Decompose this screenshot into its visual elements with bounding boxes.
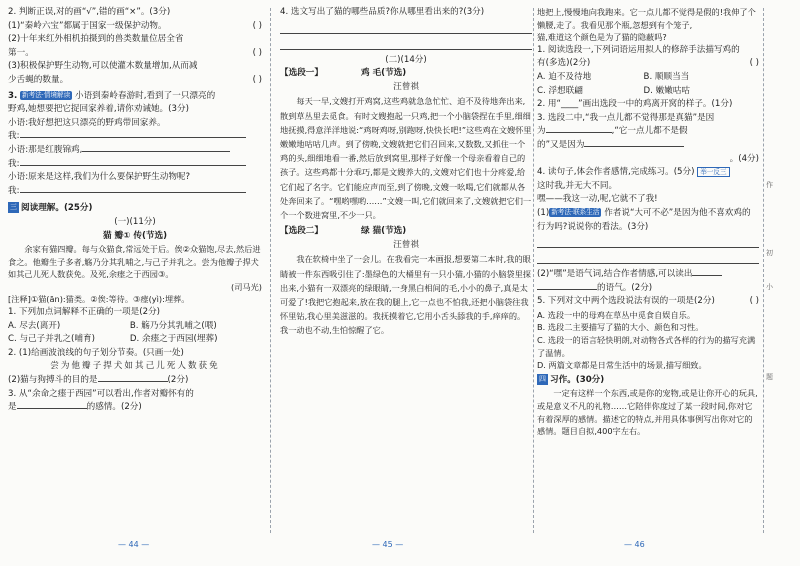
q1-stem: 1. 阅读选段一,下列词语运用拟人的修辞手法描写鸡的 (537, 44, 740, 55)
q5-option: B. 选段二主要描写了猫的大小、颜色和习性。 (537, 322, 704, 333)
page-number-46: — 46 (624, 540, 645, 549)
new-format-badge: 新考法·联系生活 (551, 207, 600, 216)
q4-answer-line[interactable] (280, 22, 532, 34)
selection-2-header: 【选段二】 绿 猫(节选) (280, 226, 407, 237)
q4-answer-line[interactable] (537, 236, 759, 248)
q3-line: 小语:我好想把这只漂亮的野鸡带回家养。 (8, 117, 166, 128)
q1-options: C. 浮想联翩 D. 嫩嫩咕咕 (537, 85, 691, 96)
page-46-column (537, 6, 759, 534)
q3r-stem: 3. 从“余命之瘗于西园”可以看出,作者对瓣怀有的 (8, 388, 194, 399)
q4-stem: 4. 选文写出了猫的哪些品质?你从哪里看出来的?(3分) (280, 7, 485, 17)
q2-item-3: (3)积极保护野生动物,可以使灌木数量增加,从而减 (8, 61, 198, 72)
selection-2-text: 我在软椅中坐了一会儿。在我看完一本画报,想要第二本时,我的眼睛被一件东西吸引住了:墨绿色的大桶里有一只小猫,小猫的小脑袋里探出来,小猫有一双漂亮的绿眼睛,一身黑白相间的毛,小小的鼻子,真是太可爱了!我把它抱起来,放在我的腿上,它一点也不怕我,还把小脑袋往我怀里钻,我心里美滋滋的。我抚摸着它,它用小舌头舔我的手,痒痒的。我一动也不动,生怕惊醒了它。 (280, 254, 531, 336)
q4-stem: 4. 读句子,体会作者感情,完成练习。(5分) 举一反三 (537, 166, 759, 180)
part-2-title: (二)(14分) (385, 54, 427, 65)
q5-option: C. 选段一的语言轻快明朗,对动物各式各样的行为的描写充满了温情。 (537, 335, 756, 358)
q2r-stem: 2. (1)给画波浪线的句子划分节奏。(只画一处) (8, 347, 184, 358)
q4-sentence: 嘿——我这一动,呢,它就不了我! (537, 194, 658, 205)
q3-line: 野鸡,她想要把它捉回家养着,请你劝诫她。(3分) (8, 104, 189, 115)
q3r-answer[interactable]: 是 的感情。(2分) (8, 402, 142, 413)
column-divider (270, 8, 271, 533)
q3-stem: 3. 新考法·情境解读 小语到秦岭春游时,看到了一只漂亮的 (8, 90, 216, 101)
q2-item-1: (1)“秦岭六宝”都属于国家一级保护动物。 ( ) (8, 20, 262, 31)
q2r-sentence: 尝为他瓣子捍犬如其己儿死人数获免 (50, 361, 220, 372)
page-44-column (8, 6, 262, 534)
column-divider (763, 8, 764, 533)
selection-2-continued: 地把上,慢慢地向我跑来。它一点儿都不觉得是假的!我伸了个懒腰,走了。我看见那个瓶,忽想到有个笼子, (537, 7, 756, 30)
margin-mark: 小 (766, 283, 773, 291)
essay-prompt: 一定有这样一个东西,或是你的宠物,或是让你开心的玩具,或是意义不凡的礼物……它陪伴你度过了某一段时间,你对它有着深厚的感情。描述它的特点,并用具体事例写出你对它的感情。题目自拟,400字左右。 (537, 388, 758, 437)
q3-score: 。(4分) (729, 153, 759, 164)
q2-stem: 2. 判断正误,对的画“√”,错的画“×”。(3分) (8, 7, 171, 17)
q3-answer[interactable]: 为 ,“它一点儿都不是假 (537, 126, 688, 137)
q4-sentence: 这时我,并无大不同。 (537, 180, 618, 191)
q3-answer-line[interactable]: 我: (8, 185, 262, 199)
page-number-44: — 44 — (118, 540, 150, 549)
selection-1-text: 每天一早,文嫂打开鸡窝,这些鸡就急急忙忙、迫不及待地奔出来,散到草丛里去觅食。有时文嫂抱起一只鸡,把一个小脑袋捏在手里,细细地抚摸,得意洋洋地说:“鸡呀鸡呀,别跑呀,快快长吧!”这些鸡在文嫂怀里嫩嫩地咕咕几声。到了傍晚,文嫂就把它们召回来,又数数,又抓住一个鸡的头,细细地看一番,然后放到窝里,那样子好像一个母亲看着自己的孩子。这些鸡都十分乖巧,都是文嫂养大的,文嫂对它们也十分疼爱,给它们起了名字。它们能应声而至,到了傍晚,文嫂一吆喝,它们就都从各处奔回来了。“嘿哟嘿哟……”文嫂一叫,它们就回来了,文嫂就把它们一个一个数进窝里,不少一只。 (280, 96, 532, 220)
q4-part2b[interactable]: 的语气。(2分) (537, 282, 759, 296)
selection-2-continued: 猫,难道这个颜色是为了猫的隐蔽吗? (537, 32, 667, 43)
q4-part2[interactable]: (2)“嘿”是语气词,结合作者情感,可以读出 (537, 268, 759, 282)
q3-answer[interactable]: 的”又是因为 (537, 139, 759, 153)
q3-answer-line[interactable]: 我: (8, 130, 262, 144)
margin-mark: 作 (766, 181, 773, 189)
q1-options: A. 迫不及待地 B. 顺顺当当 (537, 71, 690, 82)
section-reading-title: 三 阅读理解。(25分) (10, 203, 93, 214)
q4-answer-line[interactable] (280, 38, 532, 50)
q3-answer-line[interactable]: 我: (8, 158, 262, 172)
q3-line: 小语:原来是这样,我们为什么要保护野生动物呢? (8, 172, 191, 183)
page-number-45: — 45 — (372, 540, 404, 549)
q2r-part2[interactable]: (2)猫与狗搏斗的目的是 (2分) (8, 375, 189, 386)
q5-option: D. 两篇文章都是日常生活中的场景,描写细致。 (537, 360, 707, 371)
q2-item-2: (2)十年来红外相机拍摄到的兽类数量位居全省 (8, 34, 184, 45)
story-title: 猫 瓣① 传(节选) (102, 230, 168, 241)
new-format-badge: 新考法·情境解读 (21, 90, 71, 99)
page-45-column (280, 6, 532, 534)
margin-mark: 题 (766, 373, 773, 381)
selection-1-header: 【选段一】 鸡 毛(节选) (280, 68, 407, 79)
q1-stem: 1. 下列加点词解释不正确的一项是(2分) (8, 307, 161, 318)
section-number: 三 (10, 203, 17, 212)
section-number: 四 (539, 374, 546, 383)
q3-stem: 3. 选段二中,“我一点儿都不觉得那是真猫”是因 (537, 112, 715, 123)
q2-item-2b: 第一。 ( ) (8, 47, 262, 58)
q1-stem-b: 有(多选)(2分) ( ) (537, 58, 759, 69)
margin-mark: 初 (766, 249, 773, 257)
q1-options: A. 尽去(离开) B. 觞乃分其乳哺之(喂) (8, 320, 217, 331)
q4-answer-line[interactable] (537, 252, 759, 264)
q5-option: A. 选段一中的母鸡在草丛中觅食自娱自乐。 (537, 309, 696, 320)
q1-options: C. 与己子并乳之(哺育) D. 余瘗之于西园(埋葬) (8, 334, 218, 345)
section-writing-title: 四 习作。(30分) (539, 374, 605, 385)
part-1-title: (一)(11分) (114, 216, 156, 227)
q5-stem: 5. 下列对文中两个选段说法有误的一项是(2分) ( ) (537, 296, 759, 307)
selection-2-author: 汪曾祺 (393, 239, 419, 250)
selection-1-author: 汪曾祺 (393, 81, 419, 92)
story-note: [注释]①猫(ān):猫类。②俟:等待。③瘗(yì):埋葬。 (8, 294, 190, 305)
story-text: 余家有猫四瓣。每与众猫食,常远处于后。俟②众猫饱,尽去,然后进食之。他瓣生子多者,觞乃分其乳哺之,与己子并乳之。尝为他瓣子捍犬如其己儿死人数获免。及死,余瘗之于西园③。 (8, 244, 261, 280)
q2-item-3b: 少舌蝇的数量。 ( ) (8, 74, 262, 85)
q3-line: 小语:那是红腹锦鸡, (8, 144, 262, 158)
q2-stem: 2. 用“____”画出选段一中的鸡离开窝的样子。(1分) (537, 99, 733, 110)
q4-part1: (1) 新考法·联系生活 作者说“大可不必”是因为他不喜欢鸡的行为吗?说说你的看法。(3分) (537, 207, 751, 232)
story-author: (司马光) (231, 281, 262, 292)
practice-tag: 举一反三 (697, 167, 729, 177)
column-divider (533, 8, 534, 533)
